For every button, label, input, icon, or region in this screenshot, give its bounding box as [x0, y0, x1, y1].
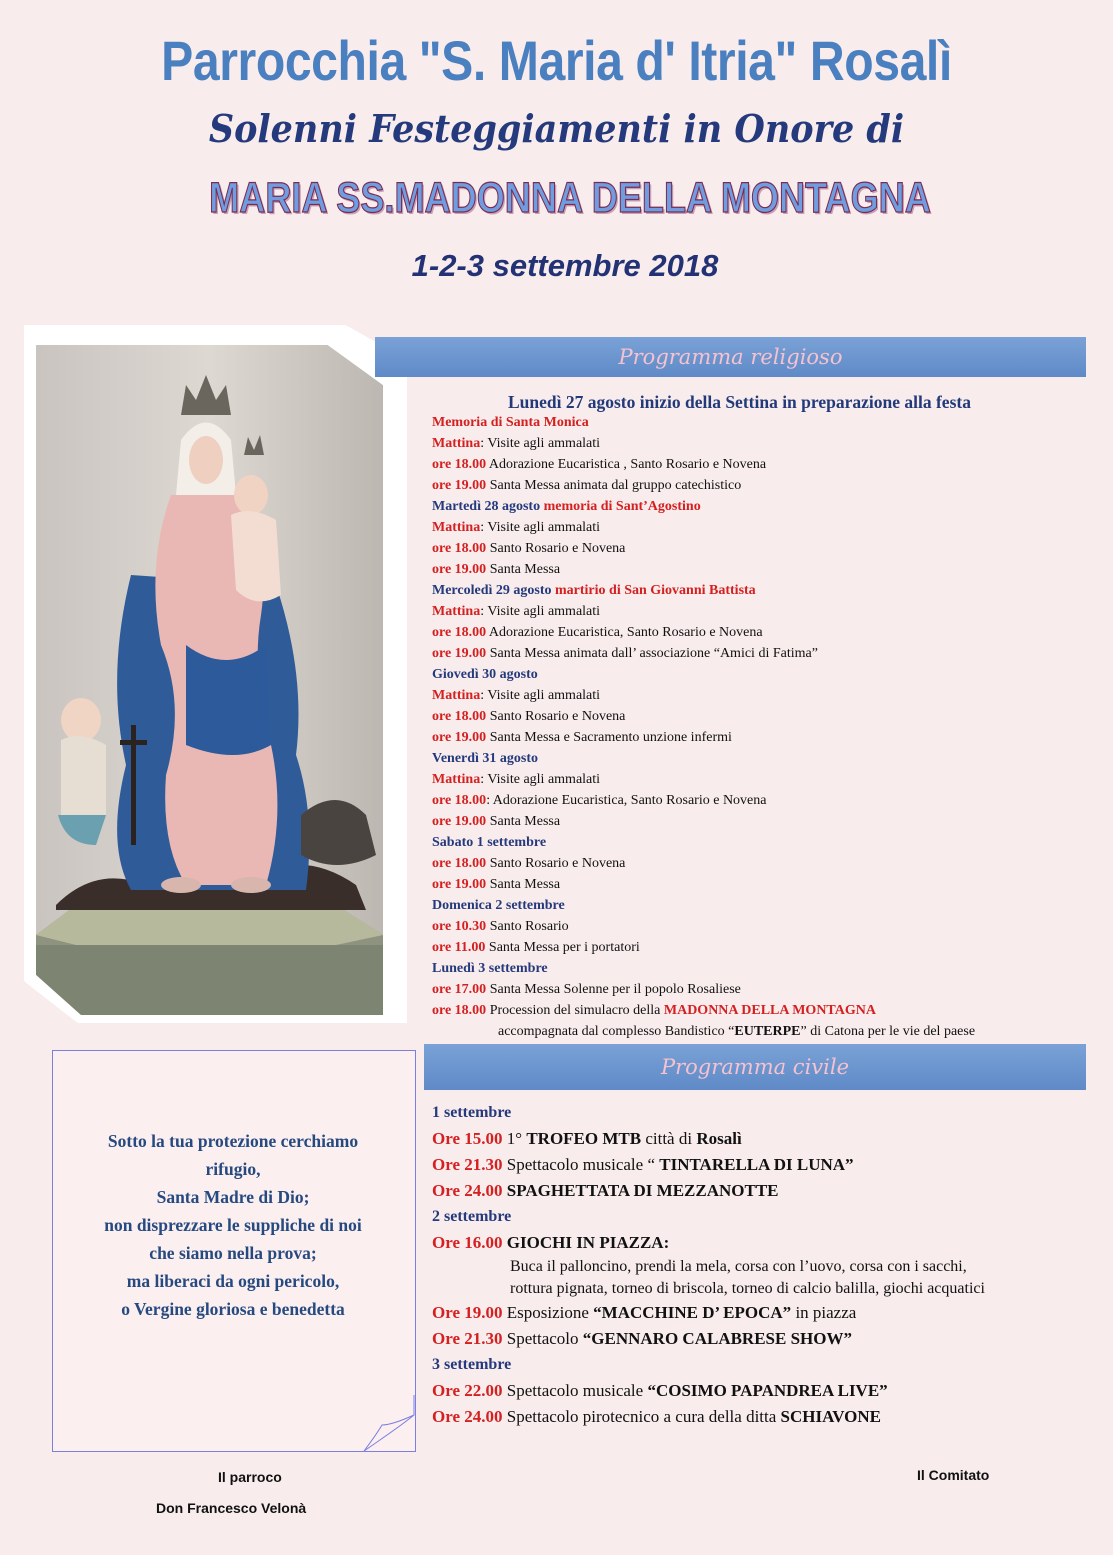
line-text: Santa Messa [486, 562, 561, 577]
line-lead: ore 18.00 [432, 709, 487, 724]
civil-event [432, 1300, 1102, 1326]
line-text: Adorazione Eucaristica , Santo Rosario e Novena [486, 457, 767, 472]
games-list-line: Buca il palloncino, prendi la mela, corsa con l’uovo, corsa con i sacchi, [510, 1258, 967, 1275]
event-text: città di [641, 1129, 697, 1148]
line-text: Santo Rosario e Novena [486, 541, 626, 556]
line-lead: Mattina [432, 520, 481, 535]
event-highlight: SPAGHETTATA DI MEZZANOTTE [502, 1181, 779, 1200]
procession-line [432, 1021, 1092, 1042]
line-lead: Lunedì 3 settembre [432, 961, 548, 976]
line-text: : Visite agli ammalati [480, 436, 601, 451]
committee-signature: Il Comitato [917, 1467, 990, 1483]
event-highlight: TINTARELLA DI LUNA” [659, 1155, 854, 1174]
event-time: Ore 19.00 [432, 1303, 503, 1322]
line-lead: ore 19.00 [432, 730, 487, 745]
line-lead: ore 19.00 [432, 646, 487, 661]
festival-dates: 1-2-3 settembre 2018 [411, 248, 719, 283]
statue-illustration [36, 345, 383, 1015]
line-lead: Venerdì 31 agosto [432, 751, 539, 766]
line-lead: ore 18.00 [432, 856, 487, 871]
event-text: Esposizione [502, 1303, 594, 1322]
line-lead: ore 11.00 [432, 940, 486, 955]
line-text: Santa Messa animata dall’ associazione “Amici di Fatima” [486, 646, 818, 661]
event-text: Spettacolo pirotecnico a cura della ditta [502, 1407, 781, 1426]
event-text: Spettacolo musicale “ [502, 1155, 660, 1174]
religious-line [432, 811, 1092, 832]
line-lead: ore 18.00 [432, 1003, 487, 1018]
religious-line [432, 937, 1092, 958]
religious-line [432, 790, 1092, 811]
prayer-line: o Vergine gloriosa e benedetta [121, 1299, 345, 1319]
civil-event [432, 1178, 1102, 1204]
religious-line [432, 601, 1092, 622]
line-text: accompagnata dal complesso Bandistico “ [498, 1024, 735, 1039]
page-curl-icon [362, 1395, 416, 1453]
line-text: : Visite agli ammalati [480, 604, 601, 619]
line-lead: ore 19.00 [432, 562, 487, 577]
parroco-role: Il parroco [218, 1469, 282, 1485]
line-lead: Mattina [432, 688, 481, 703]
event-time: Ore 21.30 [432, 1155, 503, 1174]
line-text: Santa Messa e Sacramento unzione infermi [486, 730, 732, 745]
line-lead: ore 18.00 [432, 793, 487, 808]
line-text: memoria di Sant’Agostino [543, 499, 701, 514]
line-lead: ore 10.30 [432, 919, 487, 934]
line-lead: ore 18.00 [432, 457, 487, 472]
religious-line [432, 538, 1092, 559]
line-lead: Giovedì 30 agosto [432, 667, 538, 682]
line-lead: Mercoledì 29 agosto [432, 583, 555, 598]
religious-line [432, 958, 1092, 979]
civil-schedule [432, 1100, 1102, 1430]
line-text: Santo Rosario e Novena [486, 856, 626, 871]
games-list-line: rottura pignata, torneo di briscola, torneo di calcio balilla, giochi acquatici [510, 1280, 985, 1297]
religious-line [432, 643, 1092, 664]
event-time: Ore 24.00 [432, 1181, 503, 1200]
line-text: Santo Rosario [486, 919, 569, 934]
line-text: Procession del simulacro della [486, 1003, 664, 1018]
line-text: Santa Messa Solenne per il popolo Rosaliese [486, 982, 741, 997]
civil-day-1: 1 settembre [432, 1104, 512, 1121]
religious-schedule [432, 412, 1092, 1042]
prayer-line: ma liberaci da ogni pericolo, [126, 1271, 340, 1291]
line-lead: ore 18.00 [432, 625, 487, 640]
prayer-line: non disprezzare le suppliche di noi [104, 1215, 362, 1235]
religious-line [432, 496, 1092, 517]
civil-event [432, 1152, 1102, 1178]
event-highlight: Rosalì [696, 1129, 742, 1148]
line-highlight: MADONNA DELLA MONTAGNA [663, 1003, 876, 1018]
event-time: Ore 16.00 [432, 1233, 503, 1252]
civil-event [432, 1404, 1102, 1430]
line-lead: Martedì 28 agosto [432, 499, 544, 514]
line-lead: ore 19.00 [432, 877, 487, 892]
civil-event [432, 1126, 1102, 1152]
line-lead: ore 18.00 [432, 541, 487, 556]
civil-event [432, 1230, 1102, 1256]
religious-line [432, 475, 1092, 496]
civil-day-2: 2 settembre [432, 1208, 512, 1225]
religious-line [432, 664, 1092, 685]
religious-line [432, 916, 1092, 937]
line-text: : Visite agli ammalati [480, 688, 601, 703]
religious-line [432, 748, 1092, 769]
religious-line [432, 895, 1092, 916]
event-text: Spettacolo [502, 1329, 583, 1348]
event-highlight: SCHIAVONE [780, 1407, 881, 1426]
line-lead: ore 17.00 [432, 982, 487, 997]
prayer-text [52, 1127, 414, 1323]
event-text: Spettacolo musicale [502, 1381, 648, 1400]
prayer-line: che siamo nella prova; [149, 1243, 317, 1263]
prayer-line: Santa Madre di Dio; [156, 1187, 310, 1207]
line-text: ” di Catona per le vie del paese [800, 1024, 976, 1039]
line-text: : Visite agli ammalati [480, 520, 601, 535]
religious-line [432, 433, 1092, 454]
line-lead: ore 19.00 [432, 814, 487, 829]
event-time: Ore 15.00 [432, 1129, 503, 1148]
line-lead: Sabato 1 settembre [432, 835, 547, 850]
civil-program-band [424, 1044, 1086, 1090]
prayer-line: Sotto la tua protezione cerchiamo [107, 1131, 359, 1151]
line-highlight: EUTERPE [734, 1024, 801, 1039]
religious-line [432, 832, 1092, 853]
line-text: : Visite agli ammalati [480, 772, 601, 787]
line-lead: ore 19.00 [432, 478, 487, 493]
civil-program-title: Programma civile [660, 1055, 850, 1079]
civil-event [432, 1326, 1102, 1352]
religious-program-title: Programma religioso [618, 345, 843, 369]
poster-title: Parrocchia "S. Maria d' Itria" Rosalì [161, 29, 952, 92]
religious-line [432, 979, 1092, 1000]
line-lead: Mattina [432, 772, 481, 787]
honoree-heading: MARIA SS.MADONNA DELLA MONTAGNA [209, 174, 931, 222]
religious-line [432, 853, 1092, 874]
religious-line [432, 622, 1092, 643]
prayer-line: rifugio, [205, 1159, 261, 1179]
religious-line [432, 727, 1092, 748]
event-text: 1° [502, 1129, 527, 1148]
religious-line [432, 769, 1092, 790]
procession-line [432, 1000, 1092, 1021]
line-text: Adorazione Eucaristica, Santo Rosario e Novena [486, 625, 763, 640]
line-lead: Domenica 2 settembre [432, 898, 565, 913]
line-lead: Mattina [432, 604, 481, 619]
poster-subtitle: Solenni Festeggiamenti in Onore di [208, 106, 905, 151]
line-text: martirio di San Giovanni Battista [555, 583, 756, 598]
statue-photo [36, 345, 383, 1015]
event-highlight: “COSIMO PAPANDREA LIVE” [647, 1381, 888, 1400]
line-text: : Adorazione Eucaristica, Santo Rosario e Novena [486, 793, 767, 808]
religious-line [432, 454, 1092, 475]
religious-line [432, 517, 1092, 538]
religious-line [432, 559, 1092, 580]
religious-program-band [375, 337, 1086, 377]
event-highlight: TROFEO MTB [526, 1129, 642, 1148]
religious-line [432, 706, 1092, 727]
religious-line [432, 580, 1092, 601]
event-highlight: “MACCHINE D’ EPOCA” [593, 1303, 792, 1322]
civil-day-3: 3 settembre [432, 1356, 512, 1373]
event-highlight: GIOCHI IN PIAZZA: [502, 1233, 670, 1252]
event-highlight: “GENNARO CALABRESE SHOW” [582, 1329, 852, 1348]
line-text: Santa Messa [486, 877, 561, 892]
event-time: Ore 21.30 [432, 1329, 503, 1348]
civil-event [432, 1378, 1102, 1404]
line-text: Santa Messa per i portatori [485, 940, 640, 955]
religious-intro: Lunedì 27 agosto inizio della Settina in preparazione alla festa [508, 392, 971, 412]
line-lead: Memoria di Santa Monica [432, 415, 589, 430]
religious-line [432, 874, 1092, 895]
line-text: Santo Rosario e Novena [486, 709, 626, 724]
event-time: Ore 24.00 [432, 1407, 503, 1426]
religious-line [432, 685, 1092, 706]
event-time: Ore 22.00 [432, 1381, 503, 1400]
event-text: in piazza [791, 1303, 857, 1322]
religious-line [432, 412, 1092, 433]
line-lead: Mattina [432, 436, 481, 451]
parroco-name: Don Francesco Velonà [156, 1500, 307, 1516]
line-text: Santa Messa [486, 814, 561, 829]
line-text: Santa Messa animata dal gruppo catechistico [486, 478, 742, 493]
